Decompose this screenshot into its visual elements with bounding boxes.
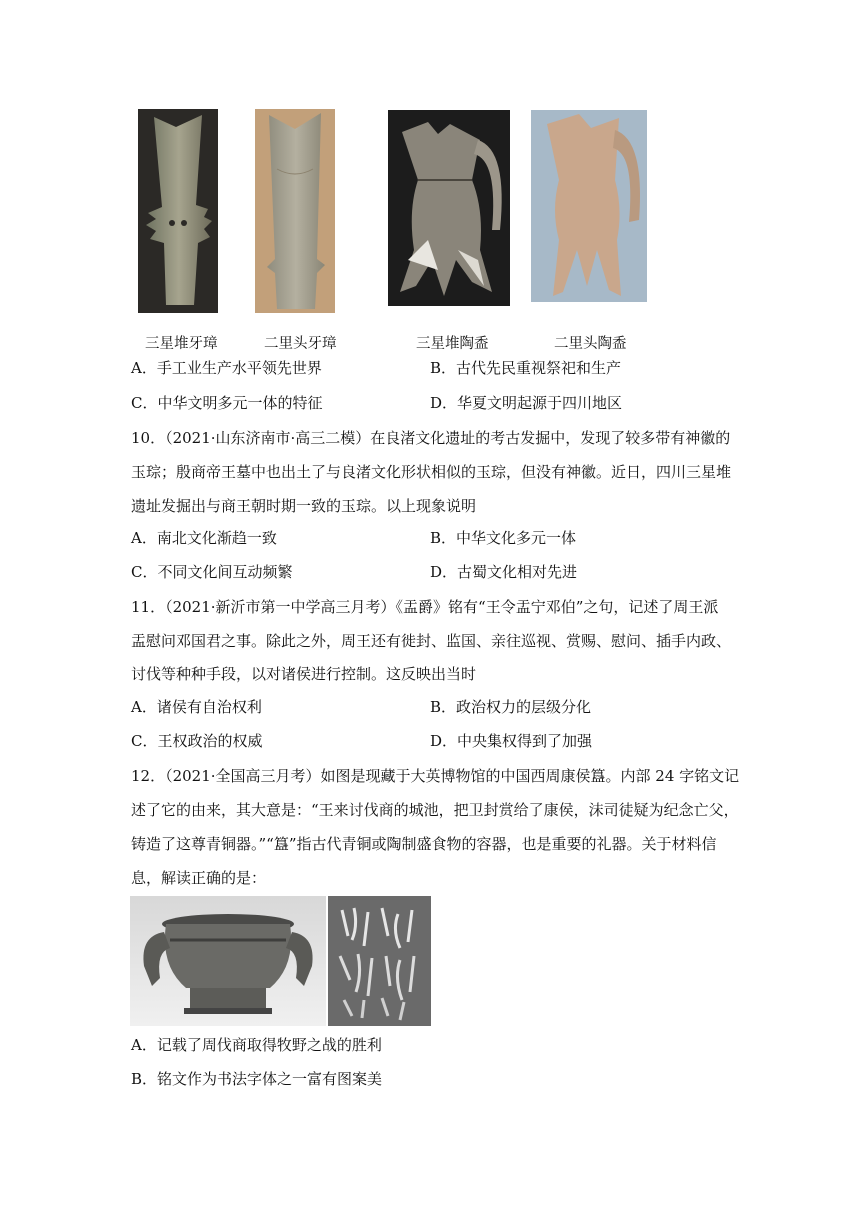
q12-stem-line: 铸造了这尊青铜器。”“簋”指古代青铜或陶制盛食物的容器，也是重要的礼器。关于材料信 xyxy=(131,835,717,853)
caption-erlitou-yazhang: 二里头牙璋 xyxy=(264,336,337,352)
q11-stem-line: 盂慰问邓国君之事。除此之外，周王还有徙封、监国、亲往巡视、赏赐、慰问、插手内政、 xyxy=(131,632,732,650)
yazhang-shape xyxy=(255,109,335,313)
caption-erlitou-he: 二里头陶盉 xyxy=(554,336,627,352)
q12-stem-line: 述了它的由来，其大意是：“王来讨伐商的城池，把卫封赏给了康侯，沫司徒疑为纪念亡父， xyxy=(131,801,739,819)
caption-sanxingdui-he: 三星堆陶盉 xyxy=(416,336,489,352)
q11-option-d: D．中央集权得到了加强 xyxy=(430,732,593,750)
q12-option-b: B．铭文作为书法字体之一富有图案美 xyxy=(131,1070,383,1088)
q11-option-b: B．政治权力的层级分化 xyxy=(430,698,592,716)
q10-option-a: A．南北文化渐趋一致 xyxy=(131,529,277,547)
q12-option-a: A．记载了周伐商取得牧野之战的胜利 xyxy=(131,1036,382,1054)
q12-stem-line: 12．（2021·全国高三月考）如图是现藏于大英博物馆的中国西周康侯簋。内部 24 字铭文记 xyxy=(131,767,740,785)
yazhang-shape xyxy=(138,109,218,313)
q11-stem-line: 11．（2021·新沂市第一中学高三月考）《盂爵》铭有“王令盂宁邓伯”之句，记述了周王派 xyxy=(131,598,719,616)
q10-stem-line: 遗址发掘出与商王朝时期一致的玉琮。以上现象说明 xyxy=(131,497,477,515)
q11-option-c: C．王权政治的权威 xyxy=(131,732,263,750)
q10-stem-line: 玉琮；殷商帝王墓中也出土了与良渚文化形状相似的玉琮，但没有神徽。近日，四川三星堆 xyxy=(131,463,732,481)
gui-vessel-shape xyxy=(130,896,326,1026)
photo-inscription-rubbing xyxy=(328,896,431,1026)
photo-sanxingdui-he xyxy=(388,110,510,306)
q12-stem-line: 息，解读正确的是： xyxy=(131,869,267,887)
q9-option-a: A．手工业生产水平领先世界 xyxy=(131,359,322,377)
photo-erlitou-he xyxy=(531,110,647,302)
q11-stem-line: 讨伐等种种手段，以对诸侯进行控制。这反映出当时 xyxy=(131,665,477,683)
he-vessel-shape xyxy=(531,110,647,302)
q10-option-c: C．不同文化间互动频繁 xyxy=(131,563,293,581)
q9-option-b: B．古代先民重视祭祀和生产 xyxy=(430,359,622,377)
q11-option-a: A．诸侯有自治权利 xyxy=(131,698,262,716)
inscription-rubbing-texture xyxy=(328,896,431,1026)
q10-option-b: B．中华文化多元一体 xyxy=(430,529,577,547)
q10-stem-line: 10．（2021·山东济南市·高三二模）在良渚文化遗址的考古发掘中，发现了较多带有神徽的 xyxy=(131,429,731,447)
photo-sanxingdui-yazhang xyxy=(138,109,218,313)
caption-sanxingdui-yazhang: 三星堆牙璋 xyxy=(145,336,218,352)
q9-option-d: D．华夏文明起源于四川地区 xyxy=(430,394,623,412)
photo-erlitou-yazhang xyxy=(255,109,335,313)
q9-option-c: C．中华文明多元一体的特征 xyxy=(131,394,323,412)
q10-option-d: D．古蜀文化相对先进 xyxy=(430,563,578,581)
photo-kanghou-gui xyxy=(130,896,326,1026)
he-vessel-shape xyxy=(388,110,510,306)
